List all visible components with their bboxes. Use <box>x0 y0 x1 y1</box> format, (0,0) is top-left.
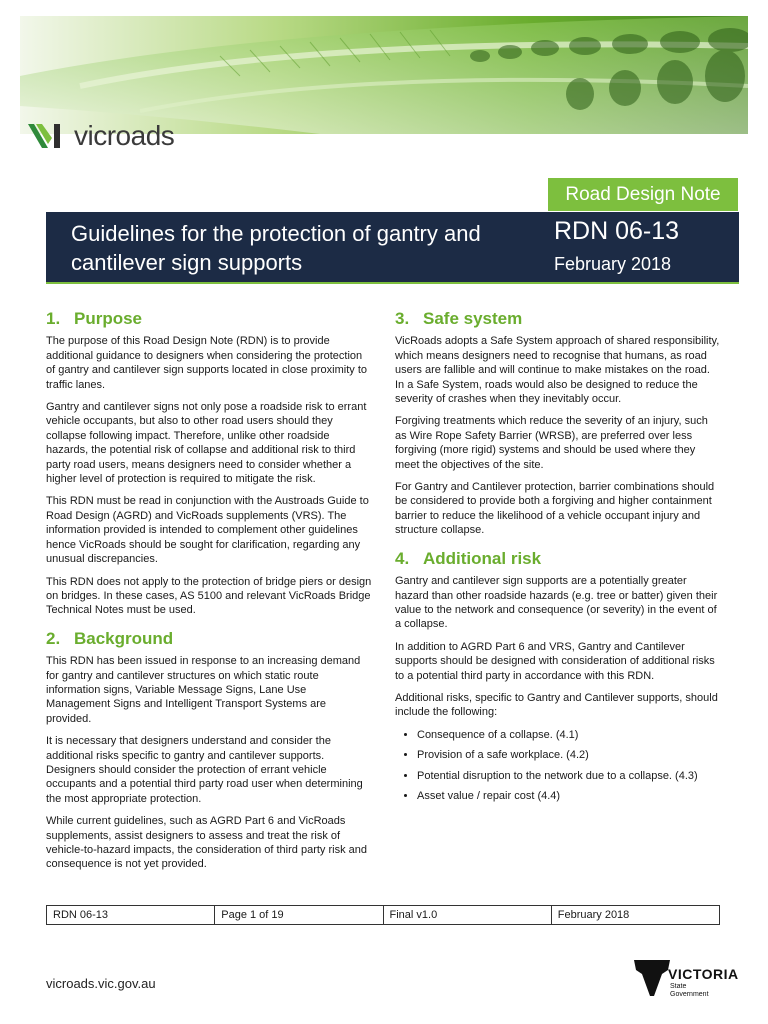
paragraph: For Gantry and Cantilever protection, barrier combinations should be considered to provide both a forgiving and higher containment barrier to reduce the likelihood of a vehicle occupant injury and structure collapse. <box>395 481 715 537</box>
right-column <box>395 309 722 809</box>
list-item: • Provision of a safe workplace. (4.2) <box>417 748 722 762</box>
section-title: Purpose <box>74 309 143 328</box>
paragraph: This RDN must be read in conjunction with the Austroads Guide to Road Design (AGRD) and VicRoads supplements (VRS). The information provided is intended to complement other guidelines hence VicRoads should be sought for clarification, regarding any unusual discrepancies. <box>46 495 369 566</box>
paragraph: Gantry and cantilever sign supports are a potentially greater hazard than other roadside hazards (e.g. tree or batter) given their value to the network and consequence (or severity) in the event of a collapse. <box>395 575 718 631</box>
section-number: 4. <box>395 548 410 568</box>
paragraph: While current guidelines, such as AGRD Part 6 and VicRoads supplements, assist designers to assess and treat the risk of vehicle-to-hazard impacts, the consideration of third party risk and consequence is not yet provided. <box>46 815 367 871</box>
paragraph: VicRoads adopts a Safe System approach of shared responsibility, which means designers need to recognise that humans, as road users are fallible and will continue to make mistakes on the road. In a Safe System, roads would also be designed to reduce the severity of crashes when they inevitably occur. <box>395 335 720 406</box>
section-title: Background <box>74 628 174 648</box>
left-column <box>46 309 373 880</box>
section-number: 2. <box>46 628 61 648</box>
brand-wordmark: vicroads <box>74 120 175 151</box>
section-heading-additional-risk <box>395 548 722 568</box>
paragraph: This RDN has been issued in response to an increasing demand for gantry and cantilever structures on which static route information signs, Variable Message Signs, Lane Use Management Signs and Intelligent Transport Systems are provided. <box>46 655 361 725</box>
footer-cell-date: February 2018 <box>557 909 630 921</box>
vicroads-logo <box>26 116 206 156</box>
victoria-sub-line: Government <box>670 991 709 998</box>
paragraph: The purpose of this Road Design Note (RDN) is to provide additional guidance to designers when considering the protection of gantry and cantilever sign supports located in close proximity to traffic lanes. <box>46 335 367 391</box>
note-type-label: Road Design Note <box>548 178 738 211</box>
victoria-sub-line: State <box>670 983 687 990</box>
title-bar <box>46 212 739 282</box>
section-number: 1. <box>46 309 61 328</box>
victoria-map-icon <box>632 956 672 1000</box>
vicroads-mark-icon <box>26 118 70 154</box>
victoria-subtitle <box>670 983 709 999</box>
victoria-wordmark: VICTORIA <box>668 966 739 982</box>
section-heading-purpose <box>46 309 373 328</box>
rdn-code: RDN 06-13 <box>554 217 680 245</box>
section-title: Additional risk <box>423 548 542 568</box>
victoria-government-logo <box>632 956 739 1000</box>
paragraph: It is necessary that designers understand and consider the additional risks specific to gantry and cantilever supports. Designers should consider the protection of errant vehicle occupants and a potential third party road user when determining the most appropriate protection. <box>46 735 363 805</box>
paragraph: Additional risks, specific to Gantry and Cantilever supports, should include the following: <box>395 691 718 719</box>
paragraph: This RDN does not apply to the protection of bridge piers or design on bridges. In these cases, AS 5100 and relevant VicRoads Bridge Technical Notes must be used. <box>46 575 372 617</box>
section-heading-background <box>46 628 373 648</box>
paragraph: Forgiving treatments which reduce the severity of an injury, such as Wire Rope Safety Barrier (WRSB), are preferred over less forgiving (more rigid) systems and should be used where they meet the objectives of the site. <box>395 415 708 471</box>
document-date: February 2018 <box>554 254 672 274</box>
list-item: • Potential disruption to the network due to a collapse. (4.3) <box>417 769 722 783</box>
footer-cell-code: RDN 06-13 <box>47 906 215 924</box>
list-item: • Asset value / repair cost (4.4) <box>417 789 722 803</box>
footer-table <box>46 905 720 925</box>
footer-cell-page: Page 1 of 19 <box>215 906 383 924</box>
section-number: 3. <box>395 309 410 328</box>
paragraph: In addition to AGRD Part 6 and VRS, Gantry and Cantilever supports should be designed with consideration of additional risks to a potential third party in accordance with this RDN. <box>395 640 715 682</box>
section-heading-safe-system <box>395 309 722 328</box>
paragraph: Gantry and cantilever signs not only pose a roadside risk to errant vehicle occupants, but also to other road users should they collapse following impact. Therefore, unlike other roadside hazards, the potential risk of collapse and additional risk to third party road users, means designers need to consider whether a higher level of protection is required to mitigate the risk. <box>46 401 367 486</box>
title-divider <box>46 282 739 284</box>
footer-cell-version: Final v1.0 <box>384 906 552 924</box>
site-url: vicroads.vic.gov.au <box>46 976 156 991</box>
risk-list <box>395 728 722 804</box>
section-title: Safe system <box>423 309 523 328</box>
list-item: • Consequence of a collapse. (4.1) <box>417 728 722 742</box>
document-title: Guidelines for the protection of gantry and cantilever sign supports <box>71 221 481 275</box>
